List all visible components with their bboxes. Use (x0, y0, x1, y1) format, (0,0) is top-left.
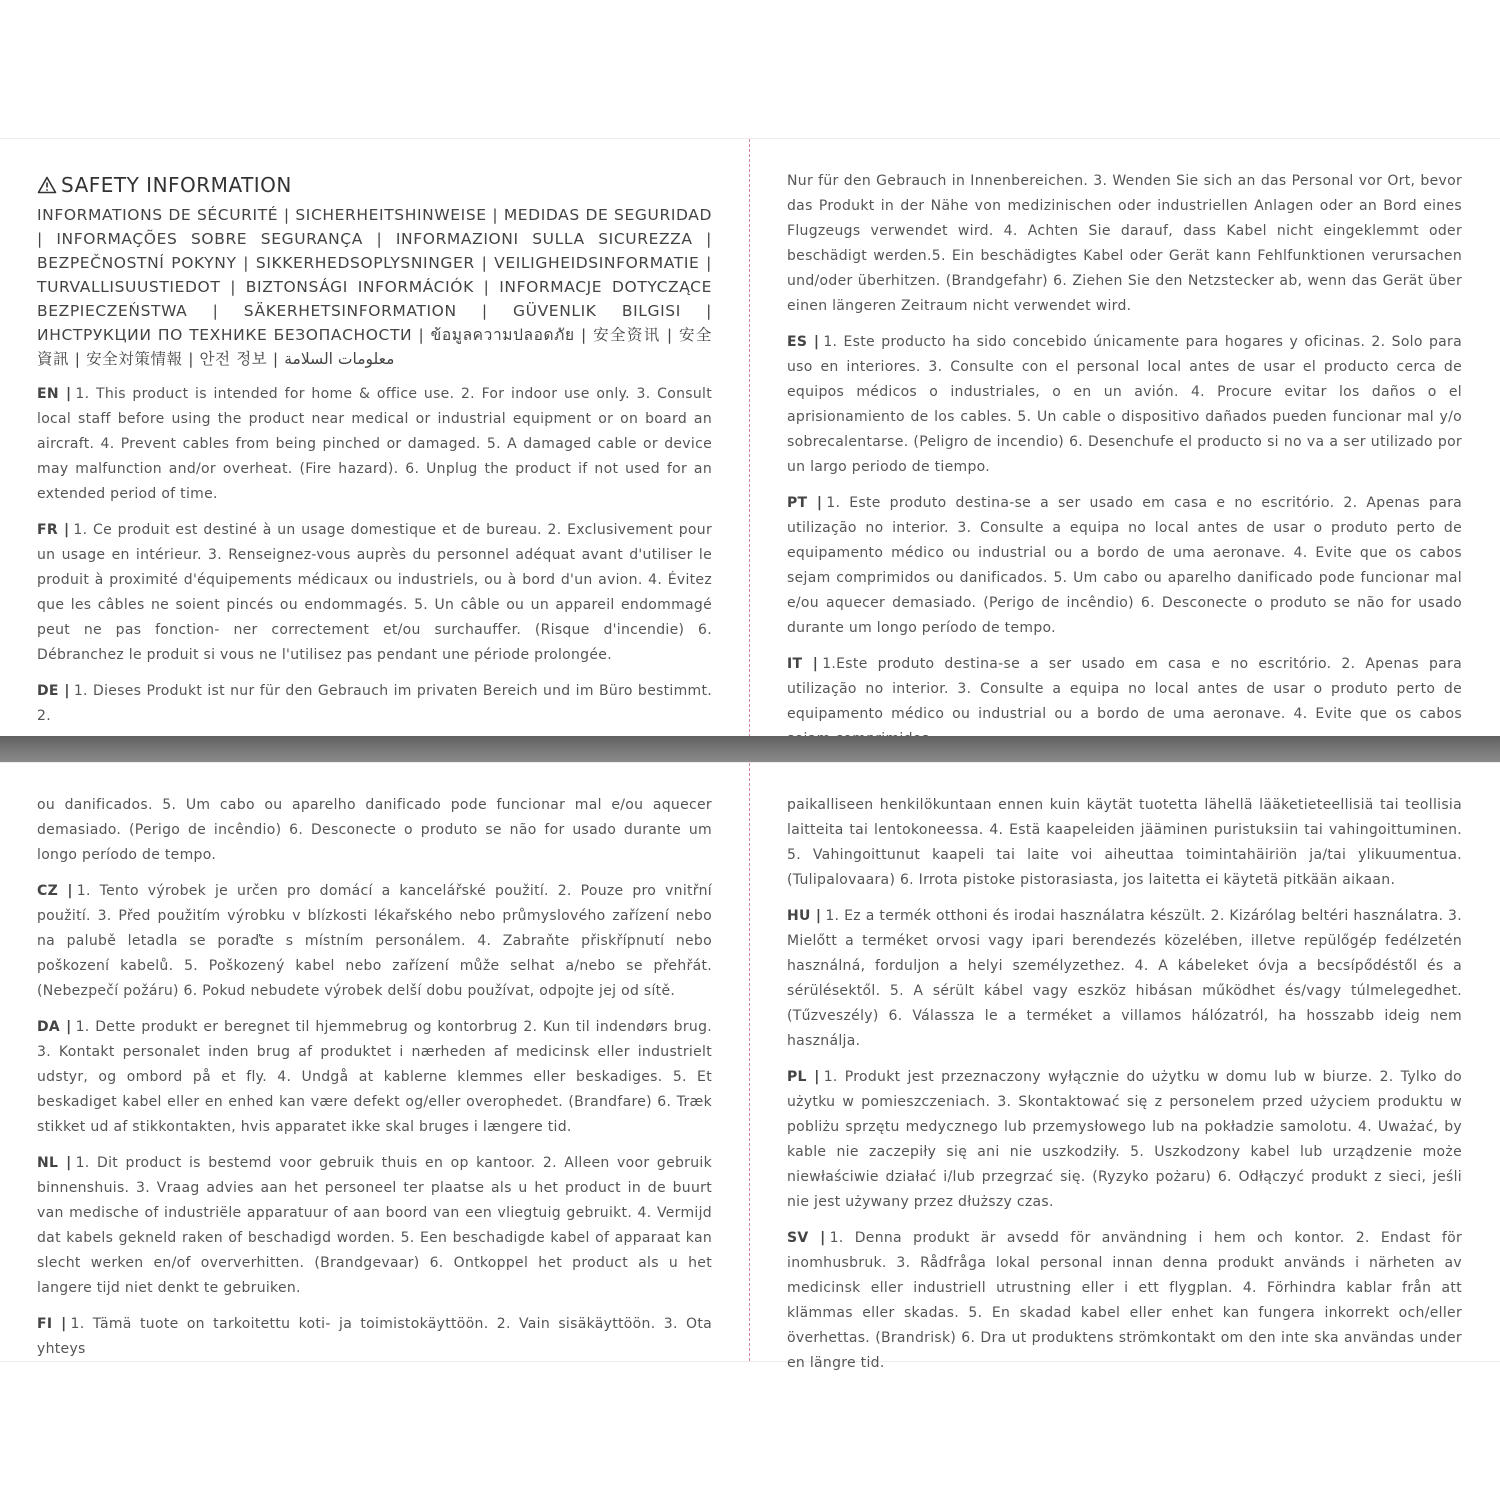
section-pl (787, 1065, 1462, 1215)
lang-code-fi: FI | (37, 1316, 67, 1332)
fold-line-bottom (749, 763, 750, 1361)
top-left-column (37, 169, 712, 724)
section-text-cz: 1. Tento výrobek je určen pro domácí a kancelářské použití. 2. Pouze pro vnitřní použití. 3. Před použitím výrobku v blízkosti lékařského nebo průmyslového zařízení nebo na palubě letadla se poraďte s místním personálem. 4. Zabraňte přiskřípnutí nebo poškození kabelů. 5. Poškozený kabel nebo zařízení může selhat a/nebo se přehřát. (Nebezpečí požáru) 6. Pokud nebudete výrobek delší dobu používat, odpojte jej od sítě. (37, 883, 712, 999)
page-title: SAFETY INFORMATION (61, 173, 292, 197)
section-fr (37, 518, 712, 668)
section-pt (787, 491, 1462, 641)
section-text-da: 1. Dette produkt er beregnet til hjemmebrug og kontorbrug 2. Kun til indendørs brug. 3. Kontakt personalet inden brug af produktet i nærheden af medicinsk eller industrielt udstyr, og ombord på et fly. 4. Undgå at kablerne klemmes eller beskadiges. 5. Et beskadiget kabel eller en enhed kan være defekt og/eller overophedet. (Brandfare) 6. Træk stikket ud af stikkontakten, hvis apparatet ikke skal bruges i længere tid. (37, 1019, 712, 1135)
lang-code-en: EN | (37, 386, 72, 402)
lang-code-nl: NL | (37, 1155, 72, 1171)
warning-triangle-icon (37, 176, 57, 194)
section-text-fr: 1. Ce produit est destiné à un usage domestique et de bureau. 2. Exclusivement pour un usage en intérieur. 3. Renseignez-vous auprès du personnel adéquat avant d'utiliser le produit à proximité d'équipements médicaux ou industriels, ou à bord d'un avion. 4. Évitez que les câbles ne soient pincés ou endommagés. 5. Un câble ou un appareil endommagé peut ne pas fonction- ner correctement et/ou surchauffer. (Risque d'incendie) 6. Débranchez le produit si vous ne l'utilisez pas pendant une période prolongée. (37, 522, 712, 663)
top-right-column (787, 169, 1463, 722)
lower-page-spread (0, 762, 1500, 1371)
section-de (37, 679, 712, 729)
section-es (787, 330, 1462, 480)
section-en (37, 382, 712, 507)
lang-code-hu: HU | (787, 908, 822, 924)
lang-code-pl: PL | (787, 1069, 820, 1085)
section-de-continued: Nur für den Gebrauch in Innenbereichen. 3. Wenden Sie sich an das Personal vor Ort, bevor das Produkt in der Nähe von medizinischen oder industriellen Anlagen oder an Bord eines Flugzeugs verwendet wird. 4. Achten Sie darauf, dass Kabel nicht eingeklemmt oder beschädigt werden.5. Ein beschädigtes Kabel oder Gerät kann Fehlfunktionen verursachen und/oder überhitzen. (Brandgefahr) 6. Ziehen Sie den Netzstecker ab, wenn das Gerät über einen längeren Zeitraum nicht verwendet wird. (787, 173, 1462, 314)
title-row (37, 171, 712, 199)
lang-code-fr: FR | (37, 522, 70, 538)
section-text-pl: 1. Produkt jest przeznaczony wyłącznie do użytku w domu lub w biurze. 2. Tylko do użytku w pomieszczeniach. 3. Skontaktować się z personelem przed użyciem produktu w pobliżu sprzętu medycznego lub przemysłowego lub na pokładzie samolotu. 4. Uważać, by kable nie zaczepiły się ani nie uszkodziły. 5. Uszkodzony kabel lub urządzenie może niewłaściwie działać i/lub przegrzać się. (Ryzyko pożaru) 6. Odłączyć produkt z sieci, jeśli nie jest używany przez dłuższy czas. (787, 1069, 1463, 1210)
section-text-hu: 1. Ez a termék otthoni és irodai használatra készült. 2. Kizárólag beltéri használatra. 3. Mielőtt a terméket orvosi vagy ipari berendezés közelében, illetve repülőgép fedélzetén használná, forduljon a helyi személyzethez. 4. A kábeleket óvja a becsípődéstől és a sérülésektől. 5. A sérült kábel vagy eszköz hibásan működhet és/vagy túlmelegedhet. (Tűzveszély) 6. Válassza le a terméket a villamos hálózatról, ha hosszabb ideig nem használja. (787, 908, 1462, 1049)
section-fi-continued: paikalliseen henkilökuntaan ennen kuin käytät tuotetta lähellä lääketieteellisiä tai teollisia laitteita tai lentokoneessa. 4. Estä kaapeleiden jääminen puristuksiin tai vahingoittuminen. 5. Vahingoittunut kaapeli tai laite voi aiheuttaa toimintahäiriön ja/tai ylikuumentua. (Tulipalovaara) 6. Irrota pistoke pistorasiasta, jos laitetta ei käytetä pitkään aikaan. (787, 797, 1462, 888)
lang-code-pt: PT | (787, 495, 823, 511)
section-text-fi: 1. Tämä tuote on tarkoitettu koti- ja toimistokäyttöön. 2. Vain sisäkäyttöön. 3. Ota yhteys (37, 1316, 712, 1357)
section-fi (37, 1312, 712, 1362)
lang-code-it: IT | (787, 656, 819, 672)
section-sv (787, 1226, 1462, 1376)
section-text-de: 1. Dieses Produkt ist nur für den Gebrauch im privaten Bereich und im Büro bestimmt. 2. (37, 683, 712, 724)
section-text-pt: 1. Este produto destina-se a ser usado em casa e no escritório. 2. Apenas para utilização no interior. 3. Consulte a equipa no local antes de usar o produto perto de equipamento médico ou industrial ou a bordo de uma aeronave. 4. Evite que os cabos sejam comprimidos ou danificados. 5. Um cabo ou aparelho danificado pode funcionar mal e/ou aquecer demasiado. (Perigo de incêndio) 6. Desconecte o produto se não for usado durante um longo período de tempo. (787, 495, 1463, 636)
section-hu (787, 904, 1462, 1054)
section-text-sv: 1. Denna produkt är avsedd för användning i hem och kontor. 2. Endast för inomhusbruk. 3. Rådfråga lokal personal innan denna produkt används i närheten av medicinsk eller industriell utrustning eller i ett flygplan. 4. Förhindra kablar från att klämmas eller skadas. 5. En skadad kabel eller enhet kan fungera inkorrekt och/eller överhettas. (Brandrisk) 6. Dra ut produktens strömkontakt om den inte ska användas under en längre tid. (787, 1230, 1462, 1371)
lang-code-sv: SV | (787, 1230, 826, 1246)
lang-code-cz: CZ | (37, 883, 73, 899)
section-text-es: 1. Este producto ha sido concebido únicamente para hogares y oficinas. 2. Solo para uso en interiores. 3. Consulte con el personal local antes de usar el producto cerca de equipos médicos o industriales, o en un avión. 4. Procure evitar los daños o el aprisionamiento de los cables. 5. Un cable o dispositivo dañados pueden funcionar mal y/o sobrecalentarse. (Peligro de incendio) 6. Desenchufe el producto si no va a ser utilizado por un largo periodo de tiempo. (787, 334, 1462, 475)
fold-line-top (749, 139, 750, 737)
section-it-continued: ou danificados. 5. Um cabo ou aparelho danificado pode funcionar mal e/ou aquecer demasiado. (Perigo de incêndio) 6. Desconecte o produto se não for usado durante um longo período de tempo. (37, 797, 712, 863)
bottom-right-column (787, 793, 1463, 1371)
upper-page-spread (0, 138, 1500, 738)
gray-separator-band (0, 736, 1500, 762)
lang-code-es: ES | (787, 334, 820, 350)
section-da (37, 1015, 712, 1140)
section-cz (37, 879, 712, 1004)
bottom-left-column (37, 793, 713, 1357)
section-text-it: 1.Este produto destina-se a ser usado em casa e no escritório. 2. Apenas para utilização no interior. 3. Consulte a equipa no local antes de usar o produto perto de equipamento médico ou industrial ou a bordo de uma aeronave. 4. Evite que os cabos (787, 656, 1462, 722)
section-text-en: 1. This product is intended for home & office use. 2. For indoor use only. 3. Consult local staff before using the product near medical or industrial equipment or on board an aircraft. 4. Prevent cables from being pinched or damaged. 5. A damaged cable or device may malfunction and/or overheat. (Fire hazard). 6. Unplug the product if not used for an extended period of time. (37, 386, 712, 502)
section-text-nl: 1. Dit product is bestemd voor gebruik thuis en op kantoor. 2. Alleen voor gebruik binnenshuis. 3. Vraag advies aan het personeel ter plaatse als u het product in de buurt van medische of industriële apparatuur of aan boord van een vliegtuig gebruikt. 4. Vermijd dat kabels gekneld raken of beschadigd worden. 5. Een beschadigde kabel of apparaat kan slecht werken en/of oververhitten. (Brandgevaar) 6. Ontkoppel het product als u het langere tijd niet denkt te gebruiken. (37, 1155, 713, 1296)
multilingual-subtitle: INFORMATIONS DE SÉCURITÉ | SICHERHEITSHINWEISE | MEDIDAS DE SEGURIDAD | INFORMAÇÕES SOBRE SEGURANÇA | INFORMAZIONI SULLA SICUREZZA | BEZPEČNOSTNÍ POKYNY | SIKKERHEDSOPLYSNINGER | VEILIGHEIDSINFORMATIE | TURVALLISUUSTIEDOT | BIZTONSÁGI INFORMÁCIÓK | INFORMACJE DOTYCZĄCE BEZPIECZEŃSTWA | SÄKERHETSINFORMATION | GÜVENLIK BILGISI | ИНСТРУКЦИИ ПО ТЕХНИКЕ БЕЗОПАСНОСТИ | ข้อมูลความปลอดภัย | 安全资讯 | 安全資訊 | 安全対策情報 | 안전 정보 | معلومات السلامة (37, 206, 712, 368)
section-nl (37, 1151, 712, 1301)
lang-code-de: DE | (37, 683, 70, 699)
lang-code-da: DA | (37, 1019, 72, 1035)
